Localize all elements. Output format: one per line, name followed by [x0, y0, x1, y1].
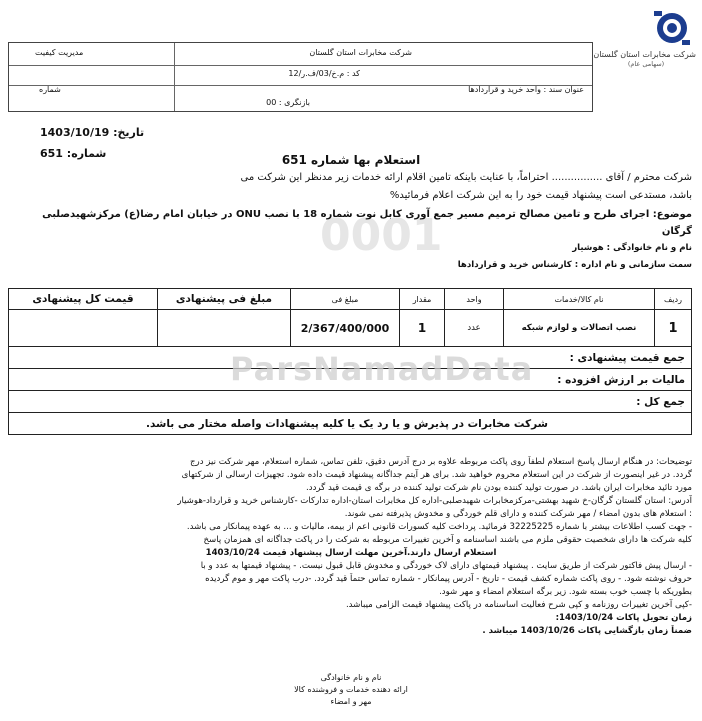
- company-logo: [593, 6, 696, 68]
- letter-date: تاریخ: 1403/10/19: [40, 126, 145, 139]
- col-header-qty: مقدار: [400, 289, 445, 310]
- col-header-price: مبلغ فی: [291, 289, 400, 310]
- header-revision: بازنگری : 00: [266, 98, 310, 107]
- note-line: : استعلام های بدون امضاء / مهر شرکت کننده و دارای قلم خوردگی و مخدوش پذیرفته نمی شوند.: [344, 509, 692, 519]
- note-line: ضمناً زمان بازگشایی پاکات 1403/10/26 میباشد .: [482, 626, 692, 636]
- contact-name: نام و نام خانوادگی : هوشیار: [572, 243, 692, 253]
- grand-total-label: جمع کل :: [9, 391, 692, 413]
- header-department: مدیریت کیفیت: [35, 48, 84, 57]
- greeting-line-1: شرکت محترم / آقای ................ احتراماً، با عنایت باینکه تامین اقلام ارائه خدمات زیر مدنظر این شرکت می: [240, 172, 692, 183]
- col-header-index: ردیف: [655, 289, 692, 310]
- header-company: شرکت مخابرات استان گلستان: [309, 48, 412, 57]
- col-header-offer-total: قیمت کل پیشنهادی: [9, 289, 158, 310]
- header-number-label: شماره: [39, 85, 61, 94]
- header-code: کد : م.خ/03/ف.ر/12: [288, 69, 360, 78]
- telecom-logo-icon: [596, 6, 696, 50]
- note-line: زمان تحویل پاکات 1403/10/24:: [555, 613, 692, 623]
- sum-offer-label: جمع قیمت پیشنهادی :: [9, 347, 692, 369]
- col-header-offer-unit: مبلغ فی پیشنهادی: [158, 289, 291, 310]
- signature-stamp: مهر و امضاء: [330, 697, 372, 706]
- row-index: 1: [655, 310, 692, 347]
- note-line: - ارسال پیش فاکتور شرکت از طریق سایت . پیشنهاد قیمتهای دارای لاک خوردگی و مخدوش قابل قبول نیست. - پیشنهاد قیمتها به عدد و با: [200, 561, 692, 571]
- row-unit: عدد: [445, 310, 504, 347]
- header-doc-title: عنوان سند : واحد خرید و قراردادها: [468, 85, 584, 94]
- subject-line-2: گرگان: [661, 226, 692, 237]
- watermark-number: 0001: [320, 210, 443, 261]
- notes-block: [10, 456, 692, 638]
- col-header-unit: واحد: [445, 289, 504, 310]
- col-header-item: نام کالا/خدمات: [504, 289, 655, 310]
- note-line: بطوریکه با چسب خوب بسته شود. زیر برگه استعلام امضاء و مهر شود.: [439, 587, 692, 597]
- note-line: گردد. در غیر اینصورت از شرکت در این استعلام محروم خواهید شد. برای هر آیتم جداگانه پیشنهاد قیمت داده شود. تجهیزات ارسالی از شرکتهای: [181, 470, 692, 480]
- row-offer-total[interactable]: [9, 310, 158, 347]
- row-price: 2/367/400/000: [291, 310, 400, 347]
- row-qty: 1: [400, 310, 445, 347]
- vat-label: مالیات بر ارزش افزوده :: [9, 369, 692, 391]
- logo-brand-text: شرکت مخابرات استان گلستان: [593, 50, 696, 59]
- subject-line-1: موضوع: اجرای طرح و تامین مصالح ترمیم مسیر جمع آوری کابل نوت شماره 18 با نصب ONU در خیابان امام رضا(ع) مرکزشهیدصلبی: [42, 209, 692, 220]
- table-footer-note: شرکت مخابرات در پذیرش و یا رد یک یا کلیه پیشنهادات واصله مختار می باشد.: [9, 413, 692, 435]
- letter-number: شماره: 651: [40, 147, 107, 160]
- note-line: استعلام ارسال دارند.آخرین مهلت ارسال پیشنهاد قیمت 1403/10/24: [205, 548, 497, 558]
- row-item: نصب اتصالات و لوازم شبکه: [504, 310, 655, 347]
- signature-vendor: ارائه دهنده خدمات و فروشنده کالا: [294, 685, 408, 694]
- table-header-row: [9, 289, 692, 310]
- signature-block: [0, 672, 702, 708]
- note-line: مورد تائید مخابرات ایران باشد. در صورت تولید کننده بودن نام شرکت تولید کننده در برگه ی قیمت قید گردد.: [306, 483, 692, 493]
- signature-name: نام و نام خانوادگی: [320, 673, 382, 682]
- note-line: کلیه شرکت ها دارای شخصیت حقوقی ملزم می باشند اساسنامه و آخرین تغییرات مربوطه به شرکت را در پاکت جداگانه ای همزمان پاسخ: [203, 535, 692, 545]
- note-line: توضیحات: در هنگام ارسال پاسخ استعلام لطفاً روی پاکت مربوطه علاوه بر درج آدرس دقیق، تلفن تماس، شماره استعلام، مهر شرکت نیز درج: [190, 457, 692, 467]
- logo-sub-text: (سهامی عام): [627, 60, 665, 68]
- header-divider: [174, 43, 175, 111]
- form-header-box: [8, 42, 593, 112]
- table-row: [9, 310, 692, 347]
- note-line: -کپی آخرین تغییرات روزنامه و کپی شرح فعالیت اساسنامه در پاکت پیشنهاد قیمت الزامی میباشد.: [345, 600, 692, 610]
- greeting-line-2: باشد، مستدعی است پیشنهاد قیمت خود را به این شرکت اعلام فرمائید%: [389, 190, 692, 201]
- note-line: حروف نوشته شود. - روی پاکت شماره کشف قیمت - تاریخ - آدرس پیمانکار - شماره تماس حتماً قید گردد. -درب پاکت مهر و موم گردیده: [205, 574, 692, 584]
- contact-position: سمت سازمانی و نام اداره : کارشناس خرید و قراردادها: [457, 260, 692, 270]
- watermark-text: ParsNamadData: [230, 350, 534, 388]
- note-line: آدرس: استان گلستان گرگان-خ شهید بهشتی-مرکزمخابرات شهیدصلبی-اداره کل مخابرات استان-اداره تدارکات -کارشناس خرید و قرارداد-هوشیار: [177, 496, 692, 506]
- inquiry-title: استعلام بها شماره 651: [281, 153, 421, 167]
- note-line: - جهت کسب اطلاعات بیشتر با شماره 32225225 فرمائید. پرداخت کلیه کسورات قانونی اعم از بیمه، مالیات و ... به عهده پیمانکار می باشد.: [186, 522, 692, 532]
- row-offer-unit[interactable]: [158, 310, 291, 347]
